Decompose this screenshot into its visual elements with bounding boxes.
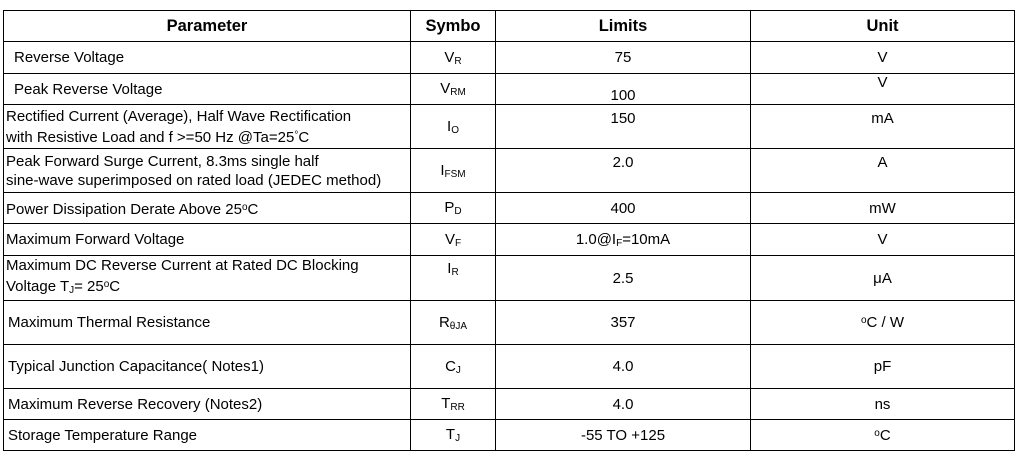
symbol-cell: $V_{RM}$ xyxy=(411,74,496,105)
table-row xyxy=(4,149,1015,193)
parameter-cell: Maximum DC Reverse Current at Rated DC Blocking Voltage $T_J= 25^oC$ xyxy=(4,256,411,301)
symbol-cell: $R_{\theta JA}$ xyxy=(411,301,496,345)
limit-cell: -55 TO +125 xyxy=(496,420,751,451)
parameter-cell: Peak Reverse Voltage xyxy=(4,74,411,105)
table-row xyxy=(4,74,1015,105)
limit-cell: 4.0 xyxy=(496,389,751,420)
unit-cell: mW xyxy=(751,193,1015,224)
unit-cell: pF xyxy=(751,345,1015,389)
unit-cell: mA xyxy=(751,105,1015,149)
parameter-cell: Rectified Current (Average), Half Wave Rectification with Resistive Load and f >=50 Hz @Ta=25°C xyxy=(4,105,411,149)
table-row xyxy=(4,420,1015,451)
table-row xyxy=(4,389,1015,420)
table-row xyxy=(4,301,1015,345)
symbol-cell: $I_R$ xyxy=(411,256,496,301)
unit-cell: V xyxy=(751,224,1015,256)
header-row xyxy=(4,11,1015,42)
parameter-cell: Peak Forward Surge Current, 8.3ms single half sine-wave superimposed on rated load (JEDEC method) xyxy=(4,149,411,193)
limit-cell: 2.0 xyxy=(496,149,751,193)
symbol-cell: $T_J$ xyxy=(411,420,496,451)
unit-cell: μA xyxy=(751,256,1015,301)
table-row xyxy=(4,224,1015,256)
parameter-cell: Power Dissipation Derate Above 25$^o$C xyxy=(4,193,411,224)
unit-cell: $^o$C xyxy=(751,420,1015,451)
table-row xyxy=(4,193,1015,224)
symbol-cell: $T_{RR}$ xyxy=(411,389,496,420)
symbol-cell: $V_R$ xyxy=(411,42,496,74)
parameter-cell: Maximum Forward Voltage xyxy=(4,224,411,256)
unit-cell: A xyxy=(751,149,1015,193)
header-parameter: Parameter xyxy=(4,11,411,42)
symbol-cell: $V_F$ xyxy=(411,224,496,256)
limit-cell: $1.0@I_F=10mA$ xyxy=(496,224,751,256)
limit-cell: 2.5 xyxy=(496,256,751,301)
parameter-cell: Storage Temperature Range xyxy=(4,420,411,451)
limit-cell: 75 xyxy=(496,42,751,74)
symbol-cell: $P_D$ xyxy=(411,193,496,224)
parameter-cell: Maximum Reverse Recovery (Notes2) xyxy=(4,389,411,420)
parameter-cell: Typical Junction Capacitance( Notes1) xyxy=(4,345,411,389)
parameter-cell: Reverse Voltage xyxy=(4,42,411,74)
parameter-cell: Maximum Thermal Resistance xyxy=(4,301,411,345)
limit-cell: 4.0 xyxy=(496,345,751,389)
limit-cell: 150 xyxy=(496,105,751,149)
unit-cell: V xyxy=(751,74,1015,105)
limit-cell: 357 xyxy=(496,301,751,345)
unit-cell: V xyxy=(751,42,1015,74)
table-row xyxy=(4,256,1015,301)
specifications-table xyxy=(3,10,1015,451)
header-limits: Limits xyxy=(496,11,751,42)
table-row xyxy=(4,105,1015,149)
limit-cell: 100 xyxy=(496,74,751,105)
header-unit: Unit xyxy=(751,11,1015,42)
table-row xyxy=(4,345,1015,389)
limit-cell: 400 xyxy=(496,193,751,224)
unit-cell: $^o$C / W xyxy=(751,301,1015,345)
header-symbol: Symbo xyxy=(411,11,496,42)
table-row xyxy=(4,42,1015,74)
symbol-cell: $C_J$ xyxy=(411,345,496,389)
unit-cell: ns xyxy=(751,389,1015,420)
symbol-cell: $I_O$ xyxy=(411,105,496,149)
symbol-cell: $I_{FSM}$ xyxy=(411,149,496,193)
